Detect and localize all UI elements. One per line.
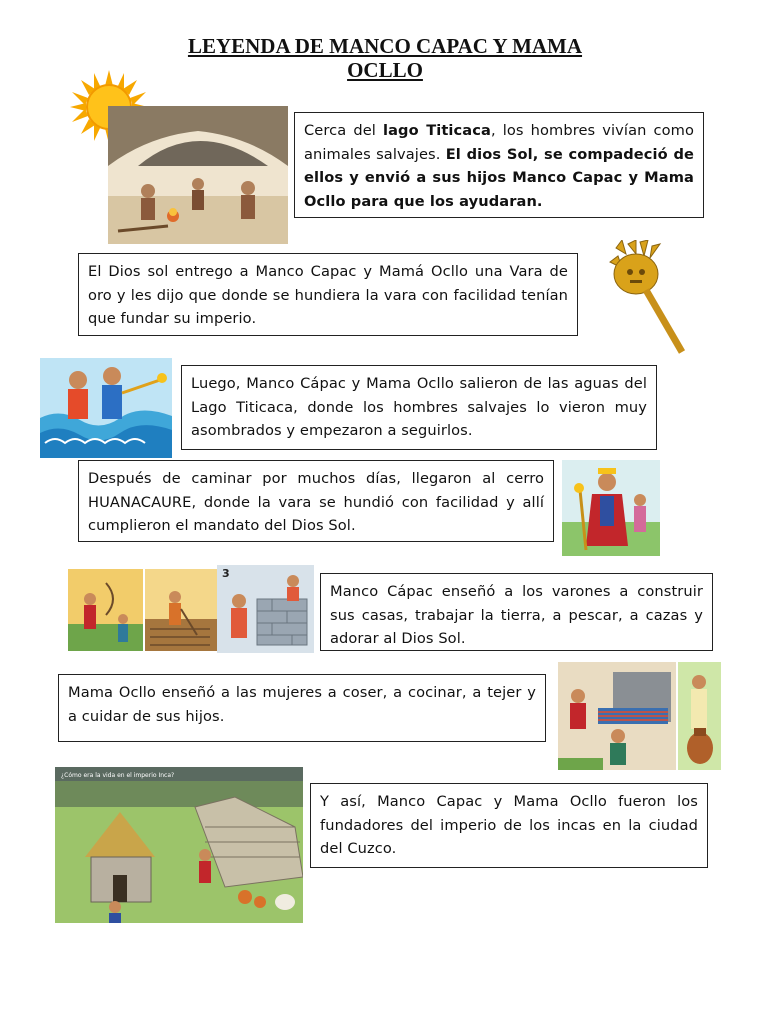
title-line-2: OCLLO — [347, 58, 423, 82]
weaving-panel-illustration — [558, 662, 676, 770]
p6-text: Mama Ocllo enseñó a las mujeres a coser, a cocinar, a tejer y a cuidar de sus hijos. — [68, 684, 536, 725]
lake-emergence-illustration — [40, 358, 172, 458]
paragraph-box-6 — [58, 674, 546, 742]
p1-text-dios-sol: El dios Sol, se compadeció de ellos y envió a sus hijos Manco Capac y Mama Ocllo para que los ayudaran. — [304, 145, 694, 210]
building-panel-illustration — [217, 565, 314, 653]
p3-text: Luego, Manco Cápac y Mama Ocllo salieron de las aguas del Lago Titicaca, donde los hombres salvajes lo vieron muy asombrados y empezaron a seguirlos. — [191, 375, 647, 439]
paragraph-box-3 — [181, 365, 657, 450]
manco-capac-illustration — [562, 460, 660, 556]
hunting-panel-illustration — [68, 569, 143, 651]
p1-text-a: Cerca del — [304, 122, 383, 139]
p1-text-c: , los hombres vivían como animales salvajes. — [304, 122, 695, 163]
video-caption: ¿Cómo era la vida en el imperio Inca? — [61, 772, 175, 779]
paragraph-box-1 — [294, 112, 704, 218]
paragraph-box-7 — [310, 783, 708, 868]
cuzco-city-illustration — [55, 767, 303, 923]
p1-text-lago-titicaca: lago Titicaca — [383, 122, 491, 139]
paragraph-box-2 — [78, 253, 578, 336]
cooking-panel-illustration — [678, 662, 721, 770]
farming-panel-illustration — [145, 569, 217, 651]
title-line-1: LEYENDA DE MANCO CAPAC Y MAMA — [187, 34, 583, 58]
paragraph-box-4 — [78, 460, 554, 542]
page-title — [150, 34, 620, 82]
p4-text: Después de caminar por muchos días, llegaron al cerro HUANACAURE, donde la vara se hundió con facilidad y allí cumplieron el mandato del Dios Sol. — [88, 470, 544, 534]
p5-text: Manco Cápac enseñó a los varones a construir sus casas, trabajar la tierra, a pescar, a cazas y adorar al Dios Sol. — [330, 583, 703, 647]
cave-people-illustration — [108, 106, 288, 244]
panel-number-label: 3 — [222, 567, 230, 580]
paragraph-box-5 — [320, 573, 713, 651]
golden-staff-icon — [606, 240, 688, 358]
p7-text: Y así, Manco Capac y Mama Ocllo fueron los fundadores del imperio de los incas en la ciudad del Cuzco. — [320, 793, 698, 857]
p2-text: El Dios sol entrego a Manco Capac y Mamá Ocllo una Vara de oro y les dijo que donde se hundiera la vara con facilidad tenían que fundar su imperio. — [88, 263, 568, 327]
